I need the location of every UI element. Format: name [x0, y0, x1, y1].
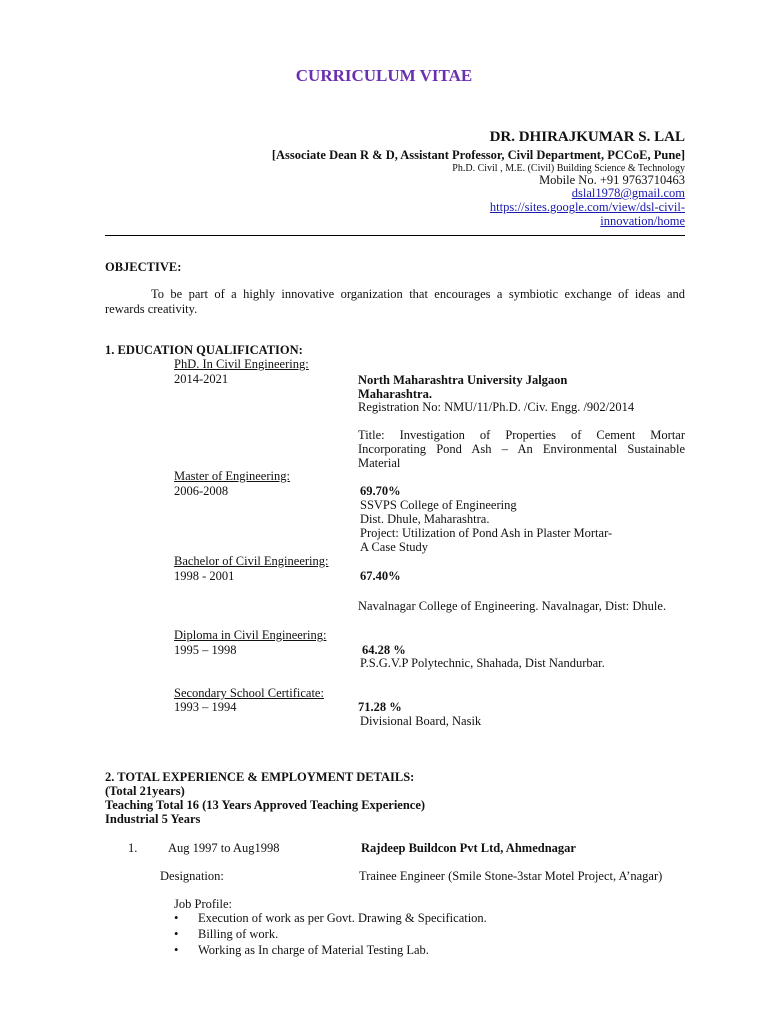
diploma-years: 1995 – 1998 [174, 643, 237, 657]
me-project-line1: Project: Utilization of Pond Ash in Plaster Mortar- [360, 526, 613, 540]
bullet-icon: • [174, 911, 179, 925]
objective-line1: To be part of a highly innovative organization that encourages a symbiotic exchange of ideas and [151, 287, 685, 301]
job-duty-item: Execution of work as per Govt. Drawing & Specification. [198, 911, 487, 925]
phd-university: North Maharashtra University Jalgaon [358, 373, 568, 387]
bullet-icon: • [174, 927, 179, 941]
experience-heading: 2. TOTAL EXPERIENCE & EMPLOYMENT DETAILS: [105, 770, 415, 784]
job-company: Rajdeep Buildcon Pvt Ltd, Ahmednagar [361, 841, 576, 855]
candidate-name: DR. DHIRAJKUMAR S. LAL [489, 129, 685, 145]
phd-title-line3: Material [358, 456, 401, 470]
email-link[interactable]: dslal1978@gmail.com [571, 186, 685, 200]
ssc-years: 1993 – 1994 [174, 700, 237, 714]
education-heading: 1. EDUCATION QUALIFICATION: [105, 343, 303, 357]
be-college: Navalnagar College of Engineering. Navalnagar, Dist: Dhule. [358, 599, 667, 613]
experience-total: (Total 21years) [105, 784, 185, 798]
phd-title-line2: Incorporating Pond Ash – An Environmental Sustainable [358, 442, 685, 456]
job-designation: Trainee Engineer (Smile Stone-3star Motel Project, A’nagar) [359, 869, 663, 883]
me-district: Dist. Dhule, Maharashtra. [360, 512, 490, 526]
degrees: Ph.D. Civil , M.E. (Civil) Building Science & Technology [452, 163, 685, 174]
me-label: Master of Engineering: [174, 469, 290, 483]
diploma-score: 64.28 % [362, 643, 406, 657]
phd-title-line1: Title: Investigation of Properties of Cement Mortar [358, 428, 685, 442]
mobile-number: Mobile No. +91 9763710463 [539, 173, 685, 187]
me-college: SSVPS College of Engineering [360, 498, 517, 512]
job-number: 1. [128, 841, 138, 855]
objective-line2: rewards creativity. [105, 302, 198, 316]
ssc-board: Divisional Board, Nasik [360, 714, 482, 728]
header-divider [105, 235, 685, 236]
be-label: Bachelor of Civil Engineering: [174, 554, 329, 568]
phd-label: PhD. In Civil Engineering: [174, 357, 309, 371]
phd-registration: Registration No: NMU/11/Ph.D. /Civ. Engg. /902/2014 [358, 400, 635, 414]
website-link-line1[interactable]: https://sites.google.com/view/dsl-civil- [489, 200, 685, 214]
job-profile-label: Job Profile: [174, 897, 232, 911]
document-title: CURRICULUM VITAE [295, 66, 473, 85]
objective-heading: OBJECTIVE: [105, 260, 182, 274]
ssc-label: Secondary School Certificate: [174, 686, 324, 700]
current-position: [Associate Dean R & D, Assistant Professor, Civil Department, PCCoE, Pune] [271, 148, 685, 162]
job-period: Aug 1997 to Aug1998 [168, 841, 280, 855]
website-link-line2[interactable]: innovation/home [600, 214, 685, 228]
experience-industrial: Industrial 5 Years [105, 812, 201, 826]
experience-teaching: Teaching Total 16 (13 Years Approved Teaching Experience) [105, 798, 426, 812]
phd-state: Maharashtra. [358, 387, 432, 401]
be-years: 1998 - 2001 [174, 569, 235, 583]
job-designation-label: Designation: [160, 869, 224, 883]
ssc-score: 71.28 % [358, 700, 402, 714]
diploma-college: P.S.G.V.P Polytechnic, Shahada, Dist Nandurbar. [360, 656, 605, 670]
phd-years: 2014-2021 [174, 372, 229, 386]
be-score: 67.40% [360, 569, 401, 583]
diploma-label: Diploma in Civil Engineering: [174, 628, 327, 642]
me-years: 2006-2008 [174, 484, 229, 498]
me-score: 69.70% [360, 484, 401, 498]
bullet-icon: • [174, 943, 179, 957]
job-duty-item: Billing of work. [198, 927, 279, 941]
job-duty-item: Working as In charge of Material Testing Lab. [198, 943, 429, 957]
me-project-line2: A Case Study [360, 540, 429, 554]
